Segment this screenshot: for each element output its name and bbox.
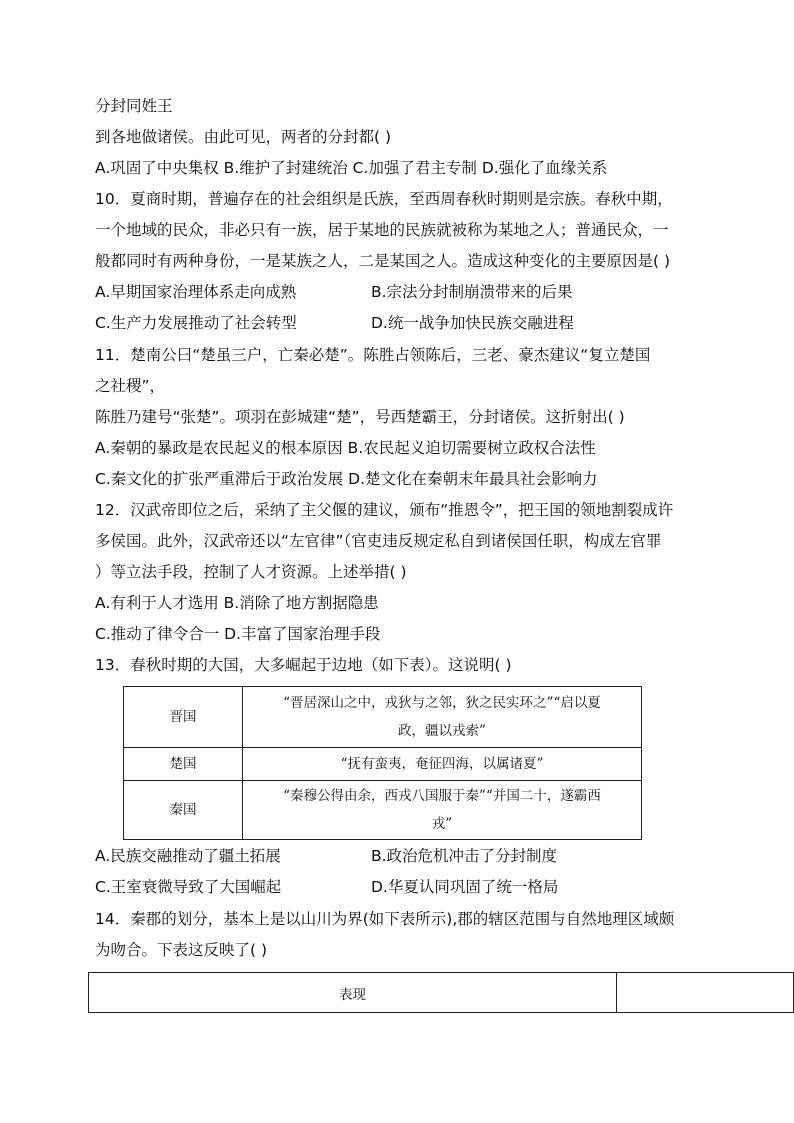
q14-table xyxy=(88,972,794,1013)
q10-option-d: D.统一战争加快民族交融进程 xyxy=(371,314,574,332)
q13-stem: 13．春秋时期的大国，大多崛起于边地（如下表）。这说明( ) xyxy=(95,656,512,674)
jin-quote xyxy=(243,687,642,748)
q10-stem: 10．夏商时期，普遍存在的社会组织是氏族，至西周春秋时期则是宗族。春秋中期， xyxy=(95,190,673,208)
text-line: 到各地做诸侯。由此可见，两者的分封都( ) xyxy=(95,128,392,146)
q11-stem: 陈胜乃建号“张楚”。项羽在彭城建“楚”，号西楚霸王，分封诸侯。这折射出( ) xyxy=(95,408,625,426)
q12-stem: 多侯国。此外，汉武帝还以“左官律”（官吏违反规定私自到诸侯国任职，构成左官罪 xyxy=(95,532,662,550)
table-row xyxy=(124,781,642,840)
chu-quote: “抚有蛮夷，奄征四海，以属诸夏” xyxy=(243,748,642,781)
options-line: A.巩固了中央集权 B.维护了封建统治 C.加强了君主专制 D.强化了血缘关系 xyxy=(95,159,608,177)
jin-quote-line2: 政，疆以戎索” xyxy=(398,723,486,739)
q13-table xyxy=(123,686,642,840)
q12-stem: 12．汉武帝即位之后，采纳了主父偃的建议，颁布“推恩令”，把王国的领地割裂成许 xyxy=(95,501,674,519)
table-row xyxy=(124,687,642,748)
q12-options-cd: C.推动了律令合一 D.丰富了国家治理手段 xyxy=(95,625,381,643)
state-chu: 楚国 xyxy=(124,748,243,781)
table-header-cell-empty xyxy=(617,973,794,1013)
q13-option-c: C.王室衰微导致了大国崛起 xyxy=(95,878,282,896)
qin-quote-line2: 戎” xyxy=(431,816,453,832)
q11-stem: 之社稷”， xyxy=(95,377,166,395)
q13-option-a: A.民族交融推动了疆土拓展 xyxy=(95,847,281,865)
q12-options-ab: A.有利于人才选用 B.消除了地方割据隐患 xyxy=(95,594,379,612)
state-qin: 秦国 xyxy=(124,781,243,840)
q13-option-d: D.华夏认同巩固了统一格局 xyxy=(371,878,559,896)
q12-stem: ）等立法手段，控制了人才资源。上述举措( ) xyxy=(95,563,407,581)
q14-stem: 14．秦郡的划分，基本上是以山川为界(如下表所示),郡的辖区范围与自然地理区域颇 xyxy=(95,910,675,928)
q10-option-a: A.早期国家治理体系走向成熟 xyxy=(95,283,297,301)
q10-option-c: C.生产力发展推动了社会转型 xyxy=(95,314,297,332)
q11-options-ab: A.秦朝的暴政是农民起义的根本原因 B.农民起义迫切需要树立政权合法性 xyxy=(95,439,596,457)
table-row xyxy=(89,973,794,1013)
q11-stem: 11．楚南公曰“楚虽三户，亡秦必楚”。陈胜占领陈后，三老、豪杰建议“复立楚国 xyxy=(95,346,651,364)
text-line: 分封同姓王 xyxy=(95,97,173,115)
q13-option-b: B.政治危机冲击了分封制度 xyxy=(371,847,558,865)
q10-option-b: B.宗法分封制崩溃带来的后果 xyxy=(371,283,573,301)
qin-quote xyxy=(243,781,642,840)
state-jin: 晋国 xyxy=(124,687,243,748)
q10-stem: 般都同时有两种身份，一是某族之人，二是某国之人。造成这种变化的主要原因是( ) xyxy=(95,252,671,270)
q14-stem: 为吻合。下表这反映了( ) xyxy=(95,941,268,959)
q11-options-cd: C.秦文化的扩张严重滞后于政治发展 D.楚文化在秦朝末年最具社会影响力 xyxy=(95,470,598,488)
jin-quote-line1: “晋居深山之中，戎狄与之邻，狄之民实环之”“启以夏 xyxy=(283,695,601,711)
q10-stem: 一个地域的民众，非必只有一族，居于某地的民族就被称为某地之人；普通民众，一 xyxy=(95,221,669,239)
table-header-cell: 表现 xyxy=(89,973,617,1013)
table-row xyxy=(124,748,642,781)
qin-quote-line1: “秦穆公得由余，西戎八国服于秦”“并国二十，遂霸西 xyxy=(283,788,601,804)
